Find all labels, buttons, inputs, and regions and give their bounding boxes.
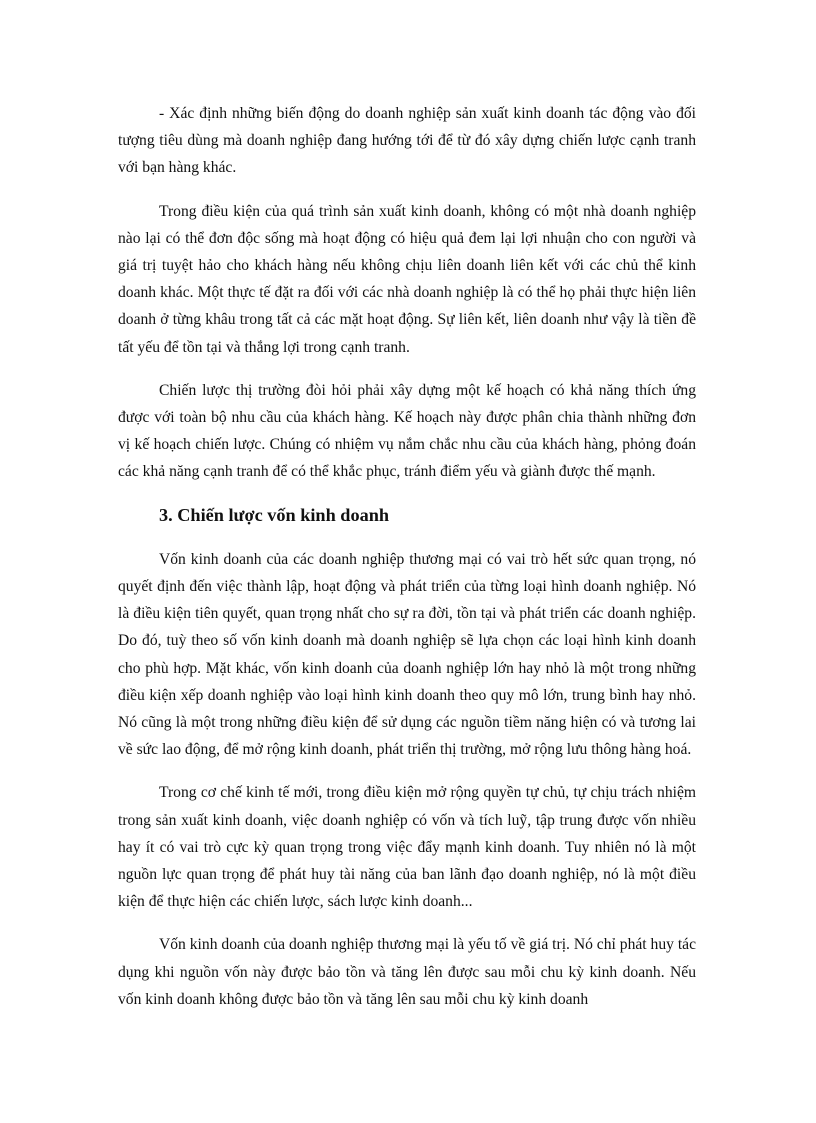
- paragraph: - Xác định những biến động do doanh nghiệp sản xuất kinh doanh tác động vào đối tượng tiêu dùng mà doanh nghiệp đang hướng tới để từ đó xây dựng chiến lược cạnh tranh với bạn hàng khác.: [118, 105, 696, 177]
- document-body: [118, 100, 696, 1029]
- paragraph: Vốn kinh doanh của các doanh nghiệp thương mại có vai trò hết sức quan trọng, nó quyết định đến việc thành lập, hoạt động và phát triển của từng loại hình doanh nghiệp. Nó là điều kiện tiên quyết, quan trọng nhất cho sự ra đời, tồn tại và phát triển các doanh nghiệp. Do đó, tuỳ theo số vốn kinh doanh mà doanh nghiệp sẽ lựa chọn các loại hình kinh doanh cho phù hợp. Mặt khác, vốn kinh doanh của doanh nghiệp lớn hay nhỏ là một trong những điều kiện xếp doanh nghiệp vào loại hình kinh doanh theo quy mô lớn, trung bình hay nhỏ. Nó cũng là một trong những điều kiện để sử dụng các nguồn tiềm năng hiện có và tương lai về sức lao động, để mở rộng kinh doanh, phát triển thị trường, mở rộng lưu thông hàng hoá.: [118, 550, 696, 759]
- section-heading: 3. Chiến lược vốn kinh doanh: [159, 504, 389, 525]
- paragraph: Trong điều kiện của quá trình sản xuất kinh doanh, không có một nhà doanh nghiệp nào lại có thể đơn độc sống mà hoạt động có hiệu quả đem lại lợi nhuận cho con người và giá trị tuyệt hảo cho khách hàng nếu không chịu liên doanh liên kết với các chủ thể kinh doanh khác. Một thực tế đặt ra đối với các nhà doanh nghiệp là có thể họ phải thực hiện liên doanh ở từng khâu trong tất cả các mặt hoạt động. Sự liên kết, liên doanh như vậy là tiền đề tất yếu để tồn tại và thắng lợi trong cạnh tranh.: [118, 202, 696, 356]
- paragraph: Vốn kinh doanh của doanh nghiệp thương mại là yếu tố về giá trị. Nó chỉ phát huy tác dụng khi nguồn vốn này được bảo tồn và tăng lên được sau mỗi chu kỳ kinh doanh. Nếu vốn kinh doanh không được bảo tồn và tăng lên sau mỗi chu kỳ kinh doanh: [118, 936, 696, 1008]
- paragraph: Trong cơ chế kinh tế mới, trong điều kiện mở rộng quyền tự chủ, tự chịu trách nhiệm trong sản xuất kinh doanh, việc doanh nghiệp có vốn và tích luỹ, tập trung được vốn nhiều hay ít có vai trò cực kỳ quan trọng trong việc đẩy mạnh kinh doanh. Tuy nhiên nó là một nguồn lực quan trọng để phát huy tài năng của ban lãnh đạo doanh nghiệp, nó là một điều kiện để thực hiện các chiến lược, sách lược kinh doanh...: [118, 784, 696, 911]
- paragraph: Chiến lược thị trường đòi hỏi phải xây dựng một kế hoạch có khả năng thích ứng được với toàn bộ nhu cầu của khách hàng. Kế hoạch này được phân chia thành những đơn vị kế hoạch chiến lược. Chúng có nhiệm vụ nắm chắc nhu cầu của khách hàng, phỏng đoán các khả năng cạnh tranh để có thể khắc phục, tránh điểm yếu và giành được thế mạnh.: [118, 381, 696, 481]
